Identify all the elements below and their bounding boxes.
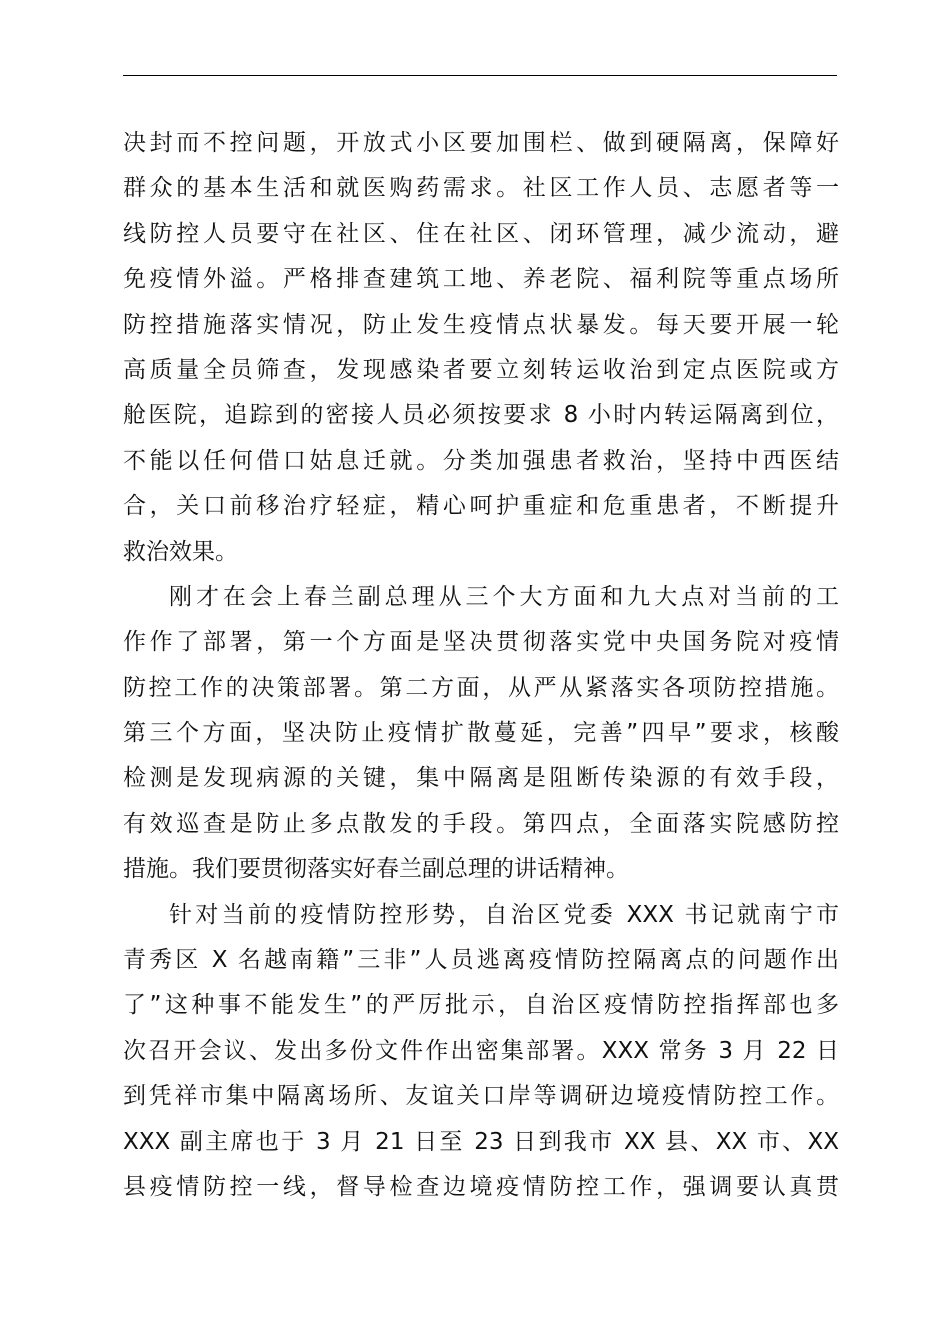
text-line: 有效巡查是防止多点散发的手段。第四点，全面落实院感防控	[123, 810, 839, 837]
text-line: 措施。我们要贯彻落实好春兰副总理的讲话精神。	[123, 856, 629, 883]
text-line: 防控工作的决策部署。第二方面，从严从紧落实各项防控措施。	[123, 674, 839, 701]
text-line: 救治效果。	[123, 538, 238, 565]
text-line: 不能以任何借口姑息迁就。分类加强患者救治，坚持中西医结	[123, 447, 839, 474]
text-line: 次召开会议、发出多份文件作出密集部署。XXX 常务 3 月 22 日	[123, 1037, 839, 1064]
text-line: 高质量全员筛查，发现感染者要立刻转运收治到定点医院或方	[123, 356, 839, 383]
text-line: 刚才在会上春兰副总理从三个大方面和九大点对当前的工	[169, 583, 839, 610]
text-line: 合，关口前移治疗轻症，精心呵护重症和危重患者，不断提升	[123, 493, 839, 520]
text-line: 县疫情防控一线，督导检查边境疫情防控工作，强调要认真贯	[123, 1173, 839, 1200]
text-line: 防控措施落实情况，防止发生疫情点状暴发。每天要开展一轮	[123, 311, 839, 338]
text-line: 检测是发现病源的关键，集中隔离是阻断传染源的有效手段，	[123, 765, 839, 792]
text-line: 作作了部署，第一个方面是坚决贯彻落实党中央国务院对疫情	[123, 629, 839, 656]
text-line: 了”这种事不能发生”的严厉批示，自治区疫情防控指挥部也多	[123, 992, 839, 1019]
text-line: 免疫情外溢。严格排查建筑工地、养老院、福利院等重点场所	[123, 266, 839, 293]
text-line: 舱医院，追踪到的密接人员必须按要求 8 小时内转运隔离到位，	[123, 402, 839, 429]
text-line: 针对当前的疫情防控形势，自治区党委 XXX 书记就南宁市	[169, 901, 839, 928]
text-line: 群众的基本生活和就医购药需求。社区工作人员、志愿者等一	[123, 175, 839, 202]
body-text	[123, 121, 839, 1210]
text-line: 决封而不控问题，开放式小区要加围栏、做到硬隔离，保障好	[123, 130, 839, 156]
text-line: XXX 副主席也于 3 月 21 日至 23 日到我市 XX 县、XX 市、XX	[123, 1128, 839, 1155]
text-line: 第三个方面，坚决防止疫情扩散蔓延，完善”四早”要求，核酸	[123, 720, 839, 747]
text-line: 到凭祥市集中隔离场所、友谊关口岸等调研边境疫情防控工作。	[123, 1083, 839, 1110]
text-line: 线防控人员要守在社区、住在社区、闭环管理，减少流动，避	[123, 220, 839, 247]
text-line: 青秀区 X 名越南籍”三非”人员逃离疫情防控隔离点的问题作出	[123, 947, 839, 974]
header-rule	[123, 75, 837, 76]
